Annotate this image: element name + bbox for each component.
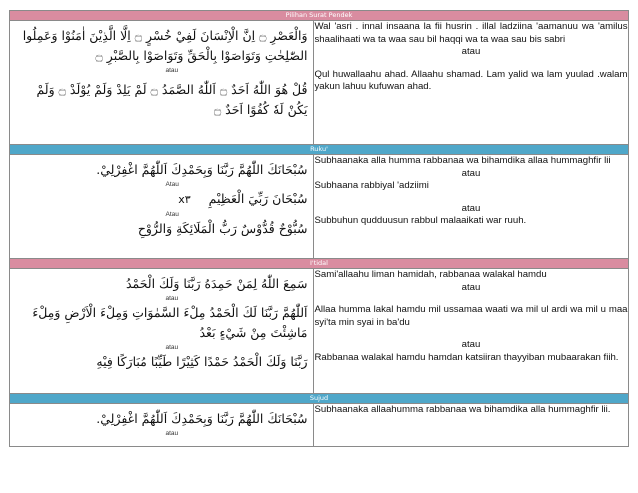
latin-text-ruku-3: Subbuhun qudduusun rabbul malaaikati war ruuh. (314, 215, 527, 226)
arabic-text-itidal-2: اَللّٰهُمَّ رَبَّنَا لَكَ الْحَمْدُ مِلْءَ السَّمٰوَاتِ وَمِلْءَ الْاَرْضِ وَمِلْءَ مَاشِئْتَ مِنْ شَيْءٍ بَعْدُ (32, 305, 308, 340)
latin-text-itidal-2: Allaa humma lakal hamdu mil ussamaa waati wa mil ul ardi wa mil u maa syi'ta min syai in ba'du (314, 304, 628, 328)
section-header-ruku: Ruku' (10, 145, 628, 155)
atau-label: Atau (165, 181, 179, 188)
section-header-pilihan-surat-pendek: Pilihan Surat Pendek (10, 11, 628, 21)
arabic-text-ruku-2 (10, 189, 313, 210)
section-header-row (10, 145, 628, 155)
prayer-reading-table (9, 10, 628, 447)
arabic-cell (10, 269, 314, 394)
arabic-text-ruku-3: سُبُّوْحٌ قُدُّوْسٌ رَبُّ الْمَلَائِكَةِ وَالرُّوْحِ (137, 221, 308, 236)
atau-label: atau (165, 344, 179, 351)
transliteration-cell (314, 21, 628, 145)
atau-label: atau (165, 430, 179, 437)
atau-label: Atau (165, 211, 179, 218)
arabic-cell (10, 404, 314, 447)
arabic-text-ruku-1: سُبْحَانَكَ اللّٰهُمَّ رَبَّنَا وَبِحَمْدِكَ اَللّٰهُمَّ اغْفِرْلِيْ. (96, 162, 308, 177)
arabic-cell (10, 155, 314, 259)
transliteration-cell (314, 269, 628, 394)
section-content-row (10, 21, 628, 145)
section-content-row (10, 155, 628, 259)
transliteration-cell (314, 404, 628, 447)
latin-text-itidal-1: Sami'allaahu liman hamidah, rabbanaa walakal hamdu (314, 269, 547, 280)
latin-text-itidal-3: Rabbanaa walakal hamdu hamdan katsiiran thayyiban mubaarakan fiih. (314, 351, 619, 363)
atau-label: atau (461, 281, 481, 293)
section-header-row (10, 11, 628, 21)
section-header-itidal: I'tidal (10, 259, 628, 269)
arabic-text-al-asr: وَالْعَصْرِ ۝ اِنَّ الْاِنْسَانَ لَفِيْ خُسْرٍ ۝ اِلَّا الَّذِيْنَ اٰمَنُوْا وَعَمِلُوا الصّٰلِحٰتِ وَتَوَاصَوْا بِالْحَقِّ وَتَوَاصَوْا بِالصَّبْرِ ۝ (22, 28, 308, 63)
latin-text-sujud: Subhaanaka allaahumma rabbanaa wa bihamdika alla hummaghfir lii. (314, 404, 611, 415)
atau-label: atau (461, 46, 481, 57)
latin-text-al-ikhlas: Qul huwallaahu ahad. Allaahu shamad. Lam yalid wa lam yuulad .walam yakun lahuu kufuwan ahad. (314, 68, 628, 92)
section-content-row (10, 404, 628, 447)
atau-label: atau (165, 67, 179, 74)
latin-text-ruku-2: Subhaana rabbiyal 'adziimi (314, 180, 429, 191)
section-header-row (10, 259, 628, 269)
arabic-text-itidal-3: رَبَّنَا وَلَكَ الْحَمْدُ حَمْدًا كَثِيْرًا طَيِّبًا مُبَارَكًا فِيْهِ (96, 354, 308, 369)
atau-label: atau (461, 167, 481, 179)
latin-text-ruku-1: Subhaanaka alla humma rabbanaa wa bihamdika allaa hummaghfir lii (314, 155, 611, 166)
arabic-text-sujud: سُبْحَانَكَ اللّٰهُمَّ رَبَّنَا وَبِحَمْدِكَ اَللّٰهُمَّ اغْفِرْلِيْ. (96, 411, 308, 426)
section-content-row (10, 269, 628, 394)
repeat-count: x٣ (178, 193, 191, 206)
latin-text-al-asr: Wal 'asri . innal insaana la fii husrin . illal ladziina 'aamanuu wa 'amilus shaalihaati wa ta waa sau bil haqqi wa ta waa sau bis sabri (314, 21, 628, 45)
section-header-row (10, 394, 628, 404)
atau-label: atau (461, 202, 481, 214)
atau-label: atau (165, 295, 179, 302)
arabic-text-itidal-1: سَمِعَ اللّٰهُ لِمَنْ حَمِدَهُ رَبَّنَا وَلَكَ الْحَمْدُ (125, 276, 308, 291)
atau-label: atau (461, 339, 481, 350)
arabic-cell (10, 21, 314, 145)
section-header-sujud: Sujud (10, 394, 628, 404)
arabic-ruku-2-text: سُبْحَانَ رَبِّيَ الْعَظِيْمِ (208, 191, 308, 206)
arabic-text-al-ikhlas: قُلْ هُوَ اللّٰهُ اَحَدٌ ۝ اَللّٰهُ الصَّمَدُ ۝ لَمْ يَلِدْ وَلَمْ يُوْلَدْ ۝ وَلَمْ يَكُنْ لَهٗ كُفُوًا اَحَدٌ ۝ (36, 82, 308, 117)
transliteration-cell (314, 155, 628, 259)
